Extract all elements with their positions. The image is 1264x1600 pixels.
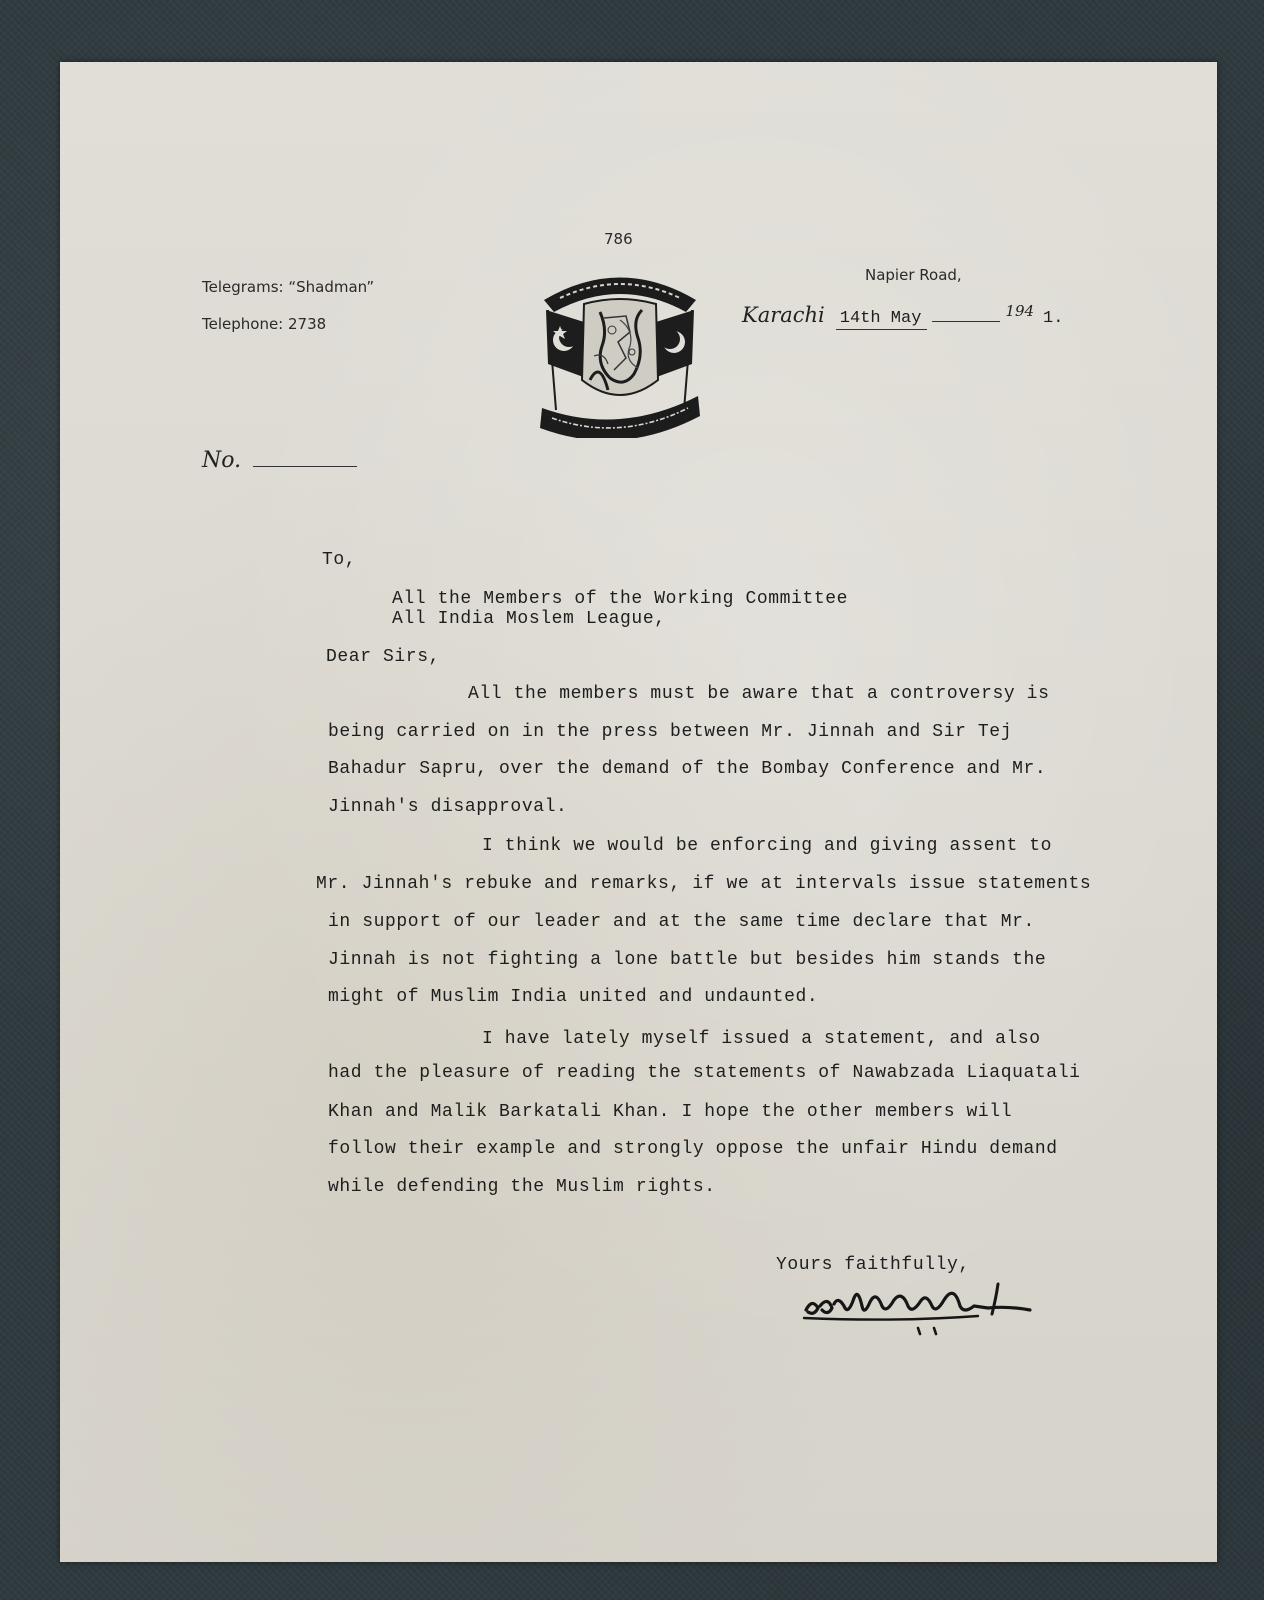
telegrams-line: Telegrams: “Shadman”	[202, 278, 375, 296]
address-line: Napier Road,	[865, 266, 962, 284]
reference-blank	[253, 466, 357, 467]
body-line: Mr. Jinnah's rebuke and remarks, if we at intervals issue statements	[316, 874, 1092, 894]
date-line	[742, 302, 1063, 328]
body-line: Bahadur Sapru, over the demand of the Bombay Conference and Mr.	[328, 759, 1047, 779]
date-rule	[932, 321, 1000, 322]
body-line: in support of our leader and at the same time declare that Mr.	[328, 912, 1035, 932]
league-emblem	[534, 260, 706, 438]
body-line: had the pleasure of reading the statements of Nawabzada Liaquatali	[328, 1063, 1081, 1083]
body-line: I think we would be enforcing and giving assent to	[482, 836, 1053, 856]
closing: Yours faithfully,	[776, 1255, 970, 1275]
greeting: Dear Sirs,	[326, 647, 441, 667]
reference-label: No.	[202, 448, 242, 473]
signature-graphic	[798, 1276, 1048, 1346]
body-line: I have lately myself issued a statement, and also	[482, 1029, 1041, 1049]
body-line: All the members must be aware that a controversy is	[468, 684, 1050, 704]
body-line: might of Muslim India united and undaunted.	[328, 987, 819, 1007]
body-line: being carried on in the press between Mr. Jinnah and Sir Tej	[328, 722, 1013, 742]
body-line: Jinnah's disapproval.	[328, 797, 568, 817]
emblem-graphic	[534, 260, 706, 438]
body-line: Khan and Malik Barkatali Khan. I hope the other members will	[328, 1102, 1013, 1122]
letter-page	[60, 62, 1217, 1562]
city-name: Karachi	[742, 303, 825, 327]
telephone-line: Telephone: 2738	[202, 315, 327, 333]
body-line: follow their example and strongly oppose the unfair Hindu demand	[328, 1139, 1058, 1159]
reference-field	[202, 448, 357, 473]
salutation-to: To,	[322, 550, 357, 570]
addressee-line-1: All the Members of the Working Committee	[392, 589, 849, 609]
date-text: 14th May	[836, 309, 928, 330]
body-line: Jinnah is not fighting a lone battle but besides him stands the	[328, 950, 1047, 970]
year-suffix: 1.	[1043, 309, 1064, 328]
body-line: while defending the Muslim rights.	[328, 1177, 716, 1197]
addressee-line-2: All India Moslem League,	[392, 609, 666, 629]
year-prefix: 194	[1005, 302, 1035, 320]
signature	[798, 1276, 1048, 1346]
letterhead-number: 786	[604, 230, 633, 248]
